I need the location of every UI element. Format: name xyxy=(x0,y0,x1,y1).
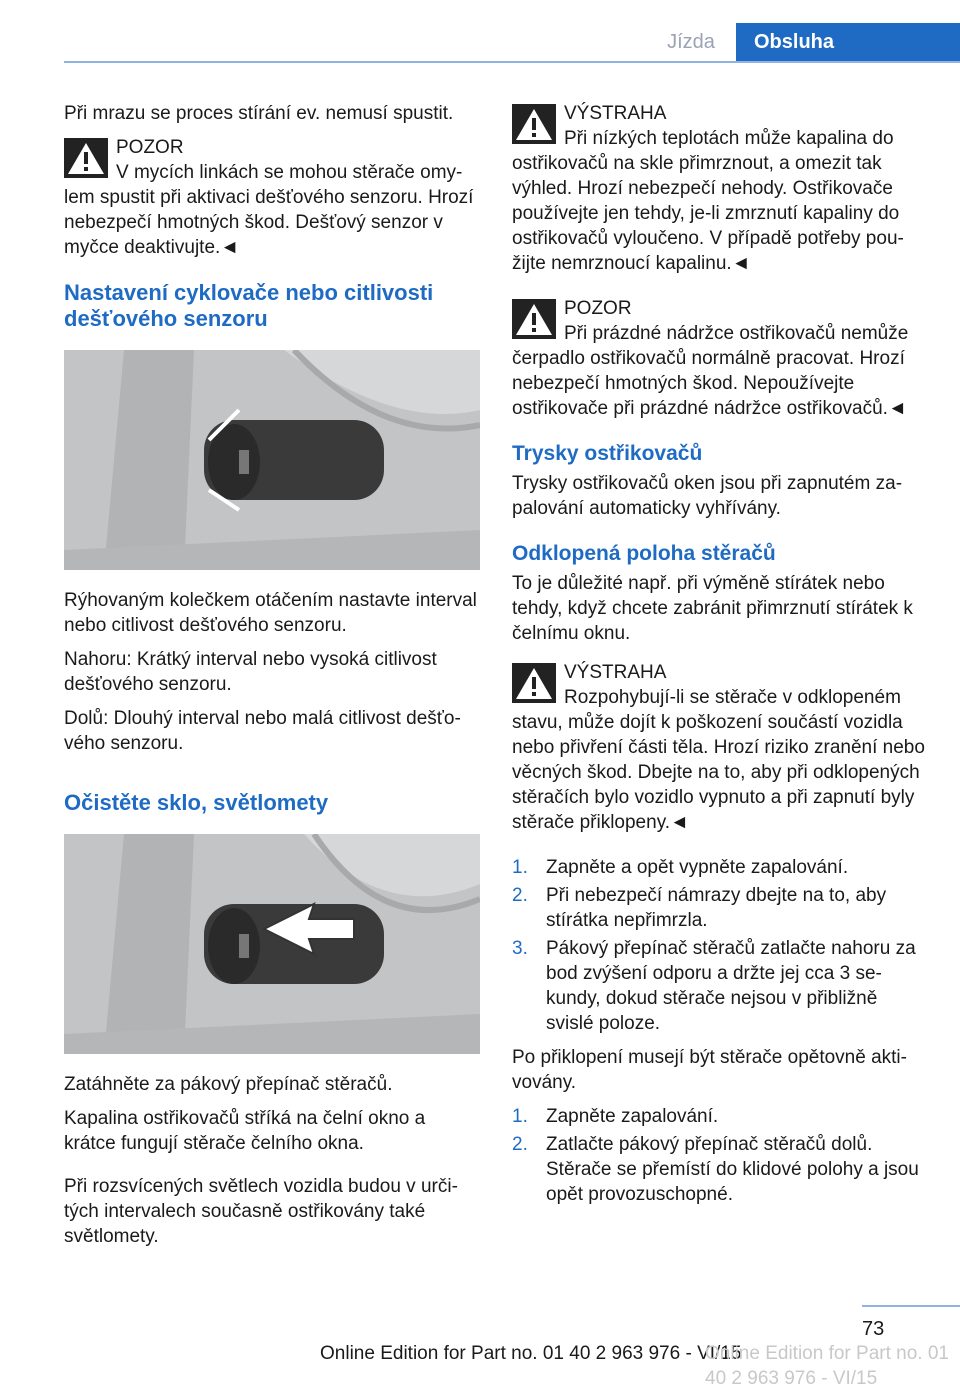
footer-rule xyxy=(862,1305,960,1307)
wiper-lever-illustration xyxy=(64,834,480,1054)
warning-box xyxy=(64,135,482,260)
warning-box xyxy=(512,101,926,276)
paragraph: Trysky ostřikovačů oken jsou při zapnutém zapalování automaticky vyhřívány. xyxy=(512,473,903,519)
warning-icon xyxy=(512,299,556,339)
warning-text: Při nízkých teplotách může kapalina do ostřikovačů na skle přimrznout, a omezit tak výhled. Hrozí nebezpečí nehody. Ostřikovače používejte jen tehdy, je-li zmrznutí kapaliny do ostřikovačů vyloučeno. V případě potřeby použijte nemrznoucí kapalinu.◄ xyxy=(512,128,904,274)
warning-icon xyxy=(512,104,556,144)
section-heading: Očistěte sklo, světlomety xyxy=(64,790,329,815)
paragraph: Při rozsvícených světlech vozidla budou v určitých intervalech současně ostřikovány také světlomety. xyxy=(64,1176,458,1247)
tab-obsluha[interactable]: Obsluha xyxy=(736,23,960,61)
section-heading: Nastavení cyklovače nebo citlivosti dešťového senzoru xyxy=(64,280,434,331)
warning-icon xyxy=(64,138,108,178)
warning-box xyxy=(512,660,926,835)
paragraph: Nahoru: Krátký interval nebo vysoká citlivost dešťového senzoru. xyxy=(64,649,437,695)
warning-box xyxy=(512,296,926,421)
steps-list xyxy=(512,1104,926,1207)
steps-list xyxy=(512,855,926,1036)
warning-text: Rozpohybují-li se stěrače v odklopeném stavu, může dojít k poškození součástí vozidla nebo přivření části těla. Hrozí riziko zranění nebo věcných škod. Dbejte na to, aby při odklopených stěračích bylo vozidlo vypnuto a při zapnutí byly stěrače přiklopeny.◄ xyxy=(512,687,925,833)
paragraph: To je důležité např. při výměně stírátek nebo tehdy, když chcete zabránit přimrznutí stírátek k čelnímu oknu. xyxy=(512,573,913,644)
watermark: Online Edition for Part no. 01 40 2 963 976 - VI/15 xyxy=(705,1343,949,1389)
section-heading: Trysky ostřikovačů xyxy=(512,442,703,465)
warning-title: VÝSTRAHA xyxy=(564,662,667,683)
warning-title: POZOR xyxy=(116,137,184,158)
header-rule xyxy=(64,61,960,63)
list-item: 2. Zatlačte pákový přepínač stěračů dolů. Stěrače se přemístí do klidové polohy a jsou opět provozuschopné. xyxy=(512,1134,919,1205)
paragraph: Zatáhněte za pákový přepínač stěračů. xyxy=(64,1074,393,1095)
section-heading: Odklopená poloha stěračů xyxy=(512,542,776,565)
list-item: 1. Zapněte a opět vypněte zapalování. xyxy=(512,857,849,878)
warning-title: VÝSTRAHA xyxy=(564,103,667,124)
tab-jizda[interactable]: Jízda xyxy=(667,31,715,53)
paragraph: Kapalina ostřikovačů stříká na čelní okno a krátce fungují stěrače čelního okna. xyxy=(64,1108,426,1154)
warning-text: V mycích linkách se mohou stěrače omylem spustit při aktivaci dešťového senzoru. Hrozí nebezpečí hmotných škod. Dešťový senzor v myčce deaktivujte.◄ xyxy=(64,162,474,258)
warning-title: POZOR xyxy=(564,298,632,319)
paragraph: Dolů: Dlouhý interval nebo malá citlivost dešťového senzoru. xyxy=(64,708,461,754)
right-column xyxy=(512,101,926,1216)
warning-icon xyxy=(512,663,556,703)
edition-text: Online Edition for Part no. 01 40 2 963 976 - VI/15 xyxy=(320,1343,742,1364)
intro-text: Při mrazu se proces stírání ev. nemusí spustit. xyxy=(64,103,454,124)
wiper-wheel-illustration xyxy=(64,350,480,570)
list-item: 3. Pákový přepínač stěračů zatlačte nahoru za bod zvýšení odporu a držte jej cca 3 sekundy, dokud stěrače nejsou v přibližně svislé poloze. xyxy=(512,938,916,1034)
page-number: 73 xyxy=(862,1318,885,1340)
paragraph: Po přiklopení musejí být stěrače opětovně aktivovány. xyxy=(512,1047,907,1093)
left-column xyxy=(64,101,482,1258)
paragraph: Rýhovaným kolečkem otáčením nastavte interval nebo citlivost dešťového senzoru. xyxy=(64,590,477,636)
warning-text: Při prázdné nádržce ostřikovačů nemůže čerpadlo ostřikovačů normálně pracovat. Hrozí nebezpečí hmotných škod. Nepoužívejte ostřikovače při prázdné nádržce ostřikovačů.◄ xyxy=(512,323,909,419)
list-item: 1. Zapněte zapalování. xyxy=(512,1106,719,1127)
list-item: 2. Při nebezpečí námrazy dbejte na to, aby stírátka nepřimrzla. xyxy=(512,885,887,931)
